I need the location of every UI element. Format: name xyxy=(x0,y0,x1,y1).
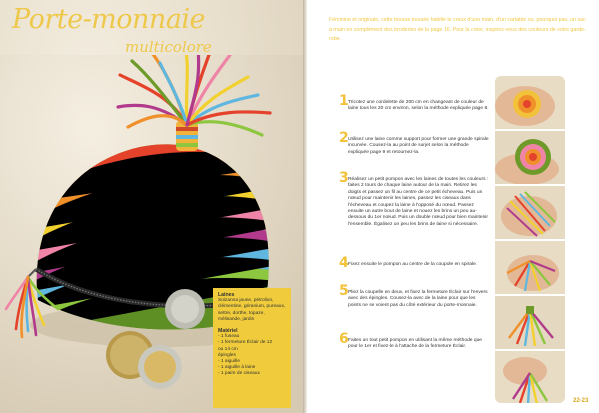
tool-item: - 1 fermeture Éclair de 12 xyxy=(218,340,273,346)
step-photo-3 xyxy=(495,186,565,239)
step-number: 2 xyxy=(339,130,349,146)
tool-item: - 1 aiguille à laine xyxy=(218,365,256,371)
page-title: Porte-monnaie xyxy=(12,4,206,35)
tool-item: - 1 aiguille xyxy=(218,359,240,365)
intro-text: Féminine et originale, cette bourse tressée habille le creux d'une main, d'un cartable ou, pourquoi pas, un sac à main en complément des broderies de la page 16. Pour la créer, inspirez-vous des couleurs de votre garde-robe. xyxy=(329,17,586,42)
step-1 xyxy=(339,93,489,113)
step-number: 1 xyxy=(339,93,349,109)
step-photo-6 xyxy=(495,351,565,403)
step-number: 4 xyxy=(339,255,349,271)
page-subtitle: multicolore xyxy=(125,38,212,56)
tool-item: épingles xyxy=(218,352,236,358)
step-text: Fixez ensuite le pompon au centre de la coupole en spirale. xyxy=(348,262,478,267)
step-photo-strip xyxy=(495,76,565,403)
yarn-colors: Soizanna jaune, pétrolion, clémentine, géranium, pureaux, settre, dorthe, topaze, mélisande, jardin xyxy=(218,298,286,322)
step-photo-1 xyxy=(495,76,565,129)
page-number: 22-23 xyxy=(573,398,589,404)
step-photo-4 xyxy=(495,241,565,294)
step-number: 6 xyxy=(339,331,349,347)
step-5 xyxy=(339,283,489,309)
step-4 xyxy=(339,255,489,271)
tool-item: - 1 paire de ciseaux xyxy=(218,371,260,377)
step-6 xyxy=(339,331,489,351)
materials-box xyxy=(213,288,291,408)
step-3 xyxy=(339,170,489,228)
step-number: 5 xyxy=(339,283,349,299)
step-text: Réalisez un petit pompon avec les laines de toutes les couleurs : faites 2 tours de chaque laine autour de la main. Retirez les doigts et passez un fil au centre de ce petit écheveau. Puis un nœud pour maintenir les laines, passez les ciseaux dans l'écheveau et coupez la laine à l'opposé du nœud. Passez ensuite un autre bout de laine et nouez les brins un peu au-dessous du 1er nœud. Puis un double nœud pour bien maintenir l'ensemble. Égalisez un peu les brins de laine si nécessaire. xyxy=(348,177,489,227)
tool-item: - 1 fuseau xyxy=(218,334,240,340)
yarn-heading: Laines xyxy=(218,292,235,298)
step-text: Tricotez une cordelette de 200 cm en changeant de couleur de laine tous les 20 cm environ, selon la méthode expliquée page 8. xyxy=(348,100,489,112)
step-text: Utilisez une laine comme support pour former une grande spirale incurvée. Cousez-la au point de surjet selon la méthode expliquée page 9 et retournez-la. xyxy=(348,137,489,155)
tool-item: ou 14 cm xyxy=(218,346,238,352)
step-number: 3 xyxy=(339,170,349,186)
step-2 xyxy=(339,130,489,156)
tools-heading: Matériel xyxy=(218,328,238,335)
right-page xyxy=(307,0,599,413)
step-text: Faites un tout petit pompon en utilisant la même méthode que pour le 1er et fixez-le à l'attache de la fermeture Éclair. xyxy=(348,338,483,350)
step-photo-5 xyxy=(495,296,565,349)
step-text: Pliez la coupelle en deux, et fixez la fermeture Éclair sur l'envers avec des épingles. Cousez-la avec de la laine pour que les points ne se voient pas du côté extérieur du porte-monnaie. xyxy=(348,290,488,308)
step-photo-2 xyxy=(495,131,565,184)
